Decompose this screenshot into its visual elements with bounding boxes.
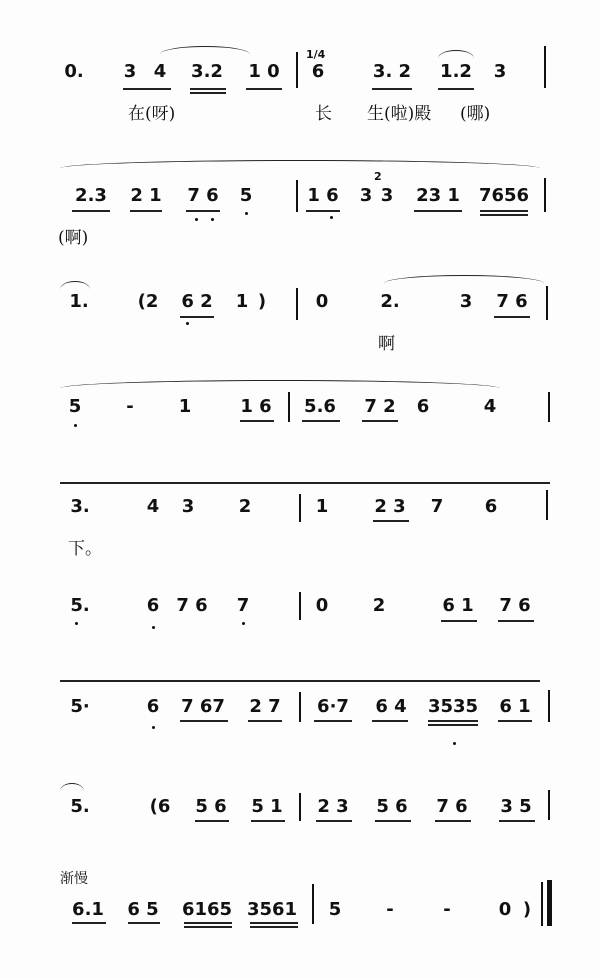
beam (302, 420, 340, 422)
note-group: 3 5 (500, 796, 532, 817)
note-group: 4 (146, 496, 160, 517)
note-group: 1.2 (440, 61, 472, 82)
note-group: 5 6 (376, 796, 408, 817)
note-group: 3. (70, 496, 90, 517)
bar-line (299, 494, 301, 522)
note-group: 1 (315, 496, 329, 517)
beam (414, 210, 462, 212)
note-group: 2 (372, 595, 386, 616)
note-group: ) (257, 291, 267, 312)
notation-system (0, 170, 600, 248)
beam (372, 720, 408, 722)
note-group: 5 (239, 185, 253, 206)
note-group: 3. 2 (372, 61, 412, 82)
note-group: 5 (328, 899, 342, 920)
low-dot (245, 212, 248, 215)
bar-line (296, 288, 298, 320)
tempo-mark: 渐慢 (60, 871, 88, 887)
note-group: 3 (181, 496, 195, 517)
beam (372, 88, 412, 90)
note-group: 1 6 (240, 396, 272, 417)
slur (60, 281, 90, 290)
bar-line (312, 884, 314, 924)
beam (362, 420, 398, 422)
slur (60, 783, 84, 792)
note-group: 5. (70, 796, 90, 817)
note-group: 3.2 (191, 61, 223, 82)
low-dot (453, 742, 456, 745)
beam (480, 210, 528, 212)
note-group: 3 (493, 61, 507, 82)
note-group: 4 (483, 396, 497, 417)
bar-line (299, 692, 301, 722)
note-group: 3 (359, 185, 373, 206)
note-group: 1 0 (248, 61, 280, 82)
note-group: 6165 (181, 899, 233, 920)
bar-line (544, 178, 546, 212)
notation-system (0, 48, 600, 124)
low-dot (75, 622, 78, 625)
beam (180, 720, 228, 722)
lyric: 长 (315, 104, 332, 124)
beam (499, 820, 535, 822)
note-group: - (443, 899, 451, 920)
note-group: 2. (380, 291, 400, 312)
note-group: 6 (146, 595, 160, 616)
bar-line (296, 180, 298, 212)
beam (498, 620, 534, 622)
bar-line (541, 882, 543, 926)
low-dot (74, 424, 77, 427)
note-group: 5· (70, 696, 90, 717)
note-group: ) (522, 899, 532, 920)
note-group: 2 3 (374, 496, 406, 517)
bar-line (548, 790, 550, 820)
long-line (60, 482, 550, 484)
notation-system (0, 900, 600, 960)
note-group: 1. (69, 291, 89, 312)
note-group: 2 (238, 496, 252, 517)
beam (123, 88, 171, 90)
note-group: 23 1 (416, 185, 460, 206)
note-group: 2.3 (75, 185, 107, 206)
note-group: 6·7 (317, 696, 349, 717)
note-group: 7 67 (181, 696, 225, 717)
note-group: 3 (459, 291, 473, 312)
note-group: 6 1 (442, 595, 474, 616)
note-group: 1 (235, 291, 249, 312)
beam (373, 520, 409, 522)
low-dot (195, 218, 198, 221)
beam (184, 926, 232, 928)
low-dot (152, 726, 155, 729)
beam (190, 88, 226, 90)
low-dot (152, 626, 155, 629)
beam (184, 922, 232, 924)
beam (498, 720, 532, 722)
bar-line (299, 793, 301, 821)
note-group: 6 2 (181, 291, 213, 312)
note-group: (6 (149, 796, 171, 817)
note-group: 5 (68, 396, 82, 417)
beam (72, 922, 106, 924)
beam (438, 88, 474, 90)
beam (72, 210, 110, 212)
low-dot (330, 216, 333, 219)
beam (428, 720, 478, 722)
beam (240, 420, 274, 422)
note-group: 7 6 (496, 291, 528, 312)
note-group: 6 (311, 61, 325, 82)
bar-line (296, 52, 298, 88)
grace-mark: 1/4 (306, 48, 326, 61)
bar-line (288, 392, 290, 422)
note-group: (2 (137, 291, 159, 312)
beam (435, 820, 471, 822)
note-group: 6 (146, 696, 160, 717)
note-group: - (386, 899, 394, 920)
beam (480, 214, 528, 216)
note-group: 3561 (246, 899, 298, 920)
note-group: 5.6 (304, 396, 336, 417)
note-group: 0 (315, 595, 329, 616)
note-group: 0 (498, 899, 512, 920)
note-group: 1 6 (307, 185, 339, 206)
note-group: 3 (380, 185, 394, 206)
lyric: 啊 (378, 334, 395, 354)
beam (441, 620, 477, 622)
note-group: 6 (484, 496, 498, 517)
beam (306, 210, 340, 212)
bar-line (299, 592, 301, 620)
low-dot (242, 622, 245, 625)
beam (130, 210, 162, 212)
beam (128, 922, 160, 924)
note-group: 2 7 (249, 696, 281, 717)
note-group: 6 4 (375, 696, 407, 717)
beam (180, 316, 214, 318)
beam (250, 922, 298, 924)
note-group: 6 5 (127, 899, 159, 920)
lyric: 生(啦)殿 (367, 104, 432, 124)
beam (251, 820, 285, 822)
note-group: 7 2 (364, 396, 396, 417)
bar-line (548, 690, 550, 722)
low-dot (186, 322, 189, 325)
grace-mark: 2 (374, 170, 382, 183)
note-group: 0. (64, 61, 84, 82)
slur (160, 46, 250, 55)
beam (246, 88, 282, 90)
slur (60, 380, 500, 389)
note-group: 6.1 (72, 899, 104, 920)
beam (316, 820, 352, 822)
note-group: 7 6 (436, 796, 468, 817)
note-group: 7 (430, 496, 444, 517)
lyric: (哪) (460, 104, 491, 124)
beam (314, 720, 352, 722)
beam (250, 926, 298, 928)
note-group: 2 3 (317, 796, 349, 817)
note-group: 7 6 (499, 595, 531, 616)
low-dot (211, 218, 214, 221)
final-bar-line (547, 880, 552, 926)
note-group: 7656 (478, 185, 530, 206)
beam (248, 720, 282, 722)
notation-system (0, 397, 600, 457)
note-group: 6 1 (499, 696, 531, 717)
slur (384, 275, 544, 284)
note-group: 5 1 (251, 796, 283, 817)
beam (190, 92, 226, 94)
note-group: 4 (153, 61, 167, 82)
note-group: 6 (416, 396, 430, 417)
long-line (60, 680, 540, 682)
note-group: 5. (70, 595, 90, 616)
note-group: - (126, 396, 134, 417)
lyric: 下。 (68, 539, 102, 559)
beam (195, 820, 229, 822)
note-group: 7 6 (176, 595, 208, 616)
beam (186, 210, 220, 212)
note-group: 3 (123, 61, 137, 82)
slur (438, 50, 474, 59)
note-group: 1 (178, 396, 192, 417)
bar-line (548, 392, 550, 422)
beam (494, 316, 530, 318)
note-group: 5 6 (195, 796, 227, 817)
note-group: 7 6 (187, 185, 219, 206)
beam (375, 820, 411, 822)
note-group: 0 (315, 291, 329, 312)
note-group: 2 1 (130, 185, 162, 206)
lyric: (啊) (58, 228, 89, 248)
lyric: 在(呀) (128, 104, 176, 124)
slur (60, 160, 540, 169)
note-group: 3535 (427, 696, 479, 717)
beam (428, 724, 478, 726)
bar-line (544, 46, 546, 88)
bar-line (546, 490, 548, 520)
note-group: 7 (236, 595, 250, 616)
bar-line (546, 286, 548, 320)
notation-system (0, 292, 600, 352)
